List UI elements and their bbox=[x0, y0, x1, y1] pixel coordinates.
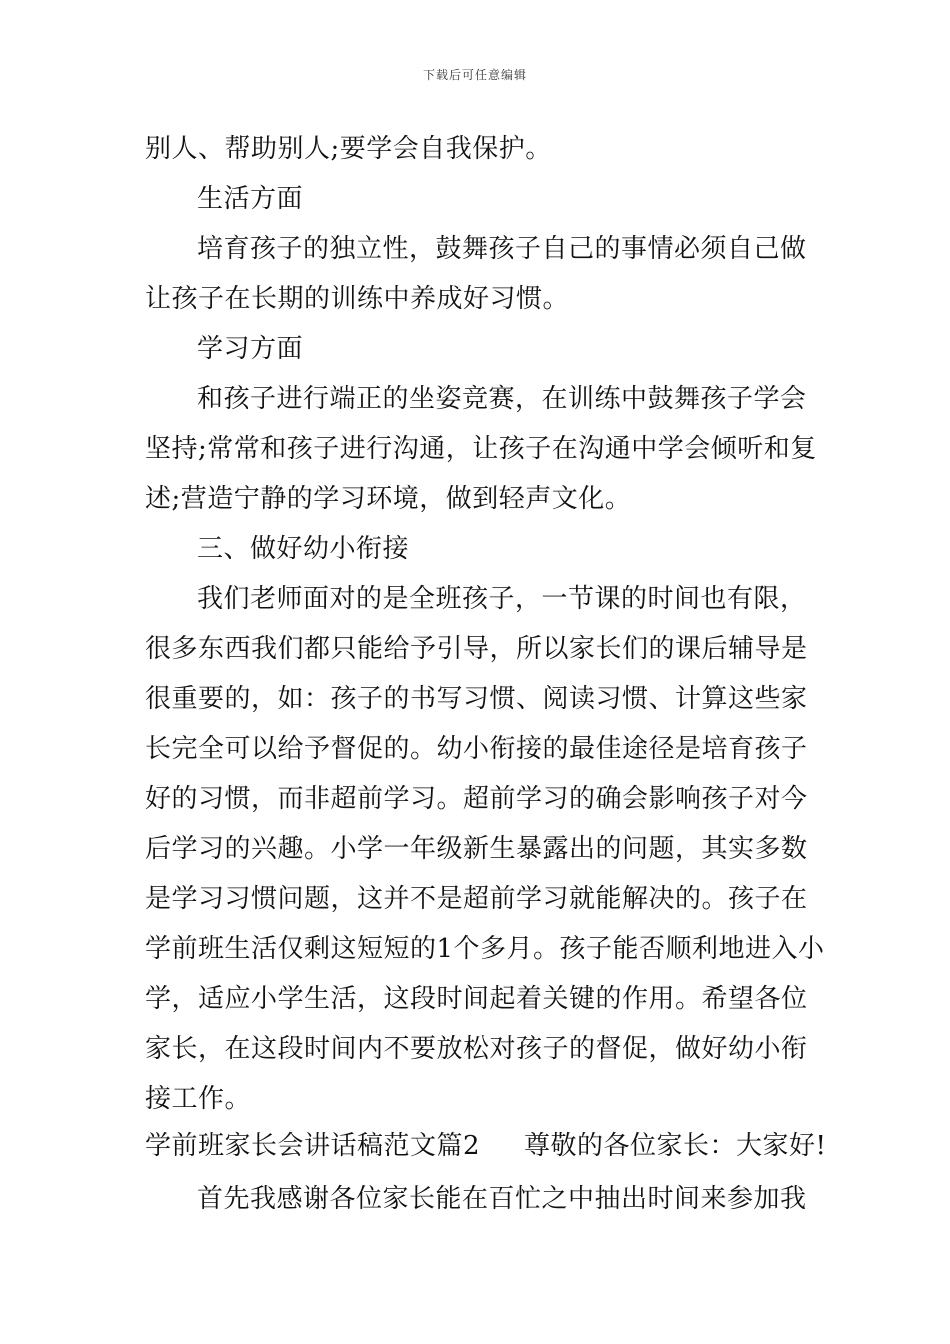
text-line: 培育孩子的独立性，鼓舞孩子自己的事情必须自己做 bbox=[197, 234, 807, 264]
text-line: 好的习惯，而非超前学习。超前学习的确会影响孩子对今 bbox=[145, 784, 808, 814]
text-line: 我们老师面对的是全班孩子，一节课的时间也有限， bbox=[197, 584, 807, 614]
text-line: 长完全可以给予督促的。幼小衔接的最佳途径是培育孩子 bbox=[145, 734, 808, 764]
text-line: 述;营造宁静的学习环境，做到轻声文化。 bbox=[145, 484, 632, 514]
header-note: 下载后可任意编辑 bbox=[422, 68, 527, 82]
text-line: 学前班生活仅剩这短短的1个多月。孩子能否顺利地进入小 bbox=[145, 934, 825, 964]
text-line: 让孩子在长期的训练中养成好习惯。 bbox=[145, 284, 570, 314]
text-line: 接工作。 bbox=[145, 1084, 252, 1114]
section-title-row bbox=[145, 1131, 827, 1161]
text-line: 是学习习惯问题，这并不是超前学习就能解决的。孩子在 bbox=[145, 884, 808, 914]
text-line: 后学习的兴趣。小学一年级新生暴露出的问题，其实多数 bbox=[145, 834, 808, 864]
text-line: 家长，在这段时间内不要放松对孩子的督促，做好幼小衔 bbox=[145, 1034, 808, 1064]
greeting: 尊敬的各位家长：大家好! bbox=[524, 1131, 827, 1161]
text-line: 别人、帮助别人;要学会自我保护。 bbox=[145, 134, 552, 164]
subheading-transition: 三、做好幼小衔接 bbox=[197, 534, 410, 564]
text-line: 坚持;常常和孩子进行沟通，让孩子在沟通中学会倾听和复 bbox=[145, 434, 817, 464]
section-title: 学前班家长会讲话稿范文篇2 bbox=[145, 1131, 481, 1161]
text-line: 很多东西我们都只能给予引导，所以家长们的课后辅导是 bbox=[145, 634, 808, 664]
subheading-life: 生活方面 bbox=[197, 184, 304, 214]
subheading-study: 学习方面 bbox=[197, 334, 304, 364]
text-line: 很重要的，如：孩子的书写习惯、阅读习惯、计算这些家 bbox=[145, 684, 808, 714]
text-line: 和孩子进行端正的坐姿竞赛，在训练中鼓舞孩子学会 bbox=[197, 384, 807, 414]
text-line: 首先我感谢各位家长能在百忙之中抽出时间来参加我 bbox=[197, 1184, 807, 1214]
text-line: 学，适应小学生活，这段时间起着关键的作用。希望各位 bbox=[145, 984, 808, 1014]
